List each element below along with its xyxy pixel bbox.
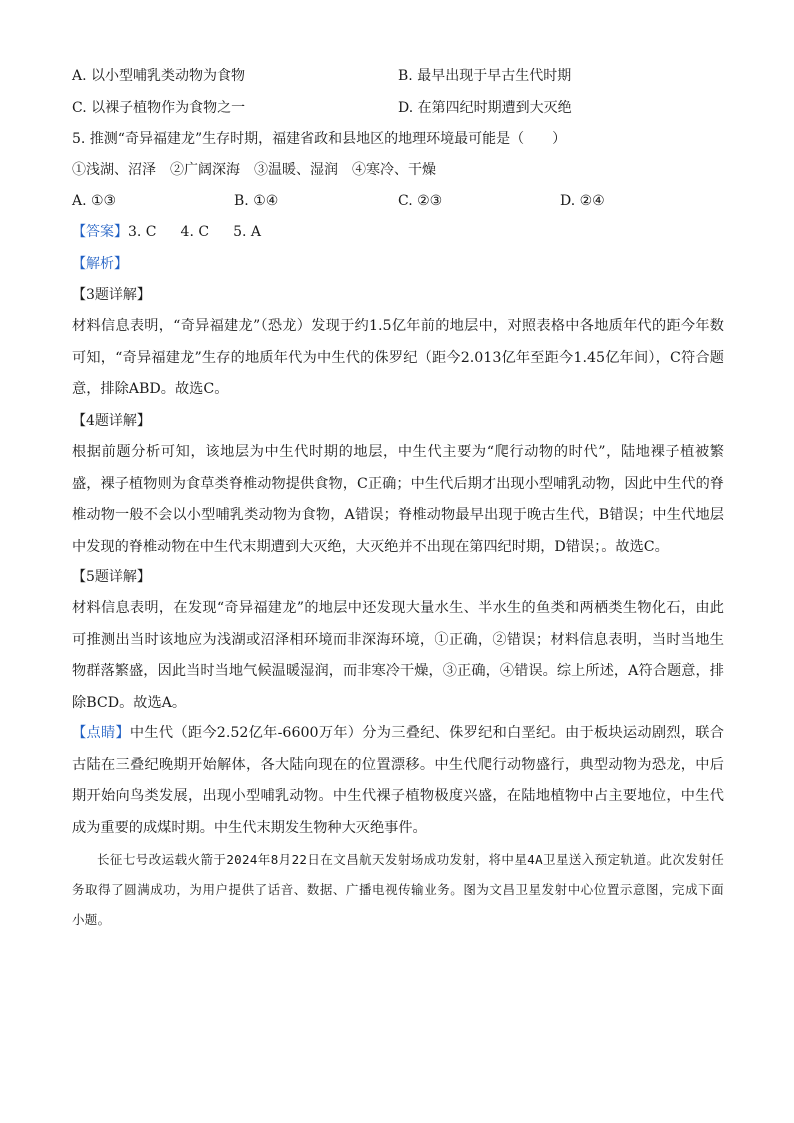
key-point-text: 中生代（距今2.52亿年-6600万年）分为三叠纪、侏罗纪和白垩纪。由于板块运动剧烈，联合古陆在三叠纪晚期开始解体，各大陆向现在的位置漂移。中生代爬行动物盛行，典型动物为恐龙，中后期开始向鸟类发展，出现小型哺乳动物。中生代裸子植物极度兴盛，在陆地植物中占主要地位，中生代成为重要的成煤时期。中生代末期发生物种大灭绝事件。	[72, 725, 724, 836]
q5-stem: 5. 推测“奇异福建龙”生存时期，福建省政和县地区的地理环境最可能是（ ）	[72, 131, 567, 147]
key-point	[72, 718, 724, 844]
detail4-label: 【4题详解】	[72, 413, 151, 429]
q4-option-a: A. 以小型哺乳类动物为食物	[72, 68, 246, 84]
q4-option-b: B. 最早出现于早古生代时期	[398, 68, 572, 84]
q5-items: ①浅湖、沼泽 ②广阔深海 ③温暖、湿润 ④寒冷、干燥	[72, 162, 436, 178]
answer-4: 4. C	[180, 224, 210, 240]
detail4-text: 根据前题分析可知，该地层为中生代时期的地层，中生代主要为“爬行动物的时代”，陆地裸子植被繁盛，裸子植物则为食草类脊椎动物提供食物，C正确；中生代后期才出现小型哺乳动物，因此中生代的脊椎动物一般不会以小型哺乳类动物为食物，A错误；脊椎动物最早出现于晚古生代，B错误；中生代地层中发现的脊椎动物在中生代末期遭到大灭绝，大灭绝并不出现在第四纪时期，D错误；。故选C。	[72, 444, 724, 555]
q4-option-d: D. 在第四纪时期遭到大灭绝	[398, 100, 572, 116]
detail5-label: 【5题详解】	[72, 569, 151, 585]
answer-5: 5. A	[233, 224, 261, 240]
q5-option-c: C. ②③	[398, 193, 443, 209]
key-point-label: 【点睛】	[72, 725, 130, 741]
q4-option-c: C. 以裸子植物作为食物之一	[72, 100, 246, 116]
answer-3: 3. C	[128, 224, 157, 240]
detail3-label: 【3题详解】	[72, 287, 151, 303]
answer-line	[72, 222, 261, 242]
detail3-text: 材料信息表明，“奇异福建龙”（恐龙）发现于约1.5亿年前的地层中，对照表格中各地质年代的距今年数可知，“奇异福建龙”生存的地质年代为中生代的侏罗纪（距今2.013亿年至距今1.45亿年间），C符合题意，排除ABD。故选C。	[72, 318, 724, 397]
analysis-label: 【解析】	[72, 256, 128, 272]
q5-option-a: A. ①③	[72, 193, 117, 209]
answer-label: 【答案】	[72, 224, 128, 240]
q5-option-b: B. ①④	[234, 193, 279, 209]
detail5-text: 材料信息表明，在发现“奇异福建龙”的地层中还发现大量水生、半水生的鱼类和两栖类生物化石，由此可推测出当时该地应为浅湖或沼泽相环境而非深海环境，①正确，②错误；材料信息表明，当时当地生物群落繁盛，因此当时当地气候温暖湿润，而非寒冷干燥，③正确，④错误。综上所述，A符合题意，排除BCD。故选A。	[72, 600, 724, 711]
q5-option-d: D. ②④	[560, 193, 605, 209]
material-paragraph: 长征七号改运载火箭于2024年8月22日在文昌航天发射场成功发射，将中星4A卫星送入预定轨道。此次发射任务取得了圆满成功，为用户提供了话音、数据、广播电视传输业务。图为文昌卫星发射中心位置示意图，完成下面小题。	[72, 852, 724, 927]
